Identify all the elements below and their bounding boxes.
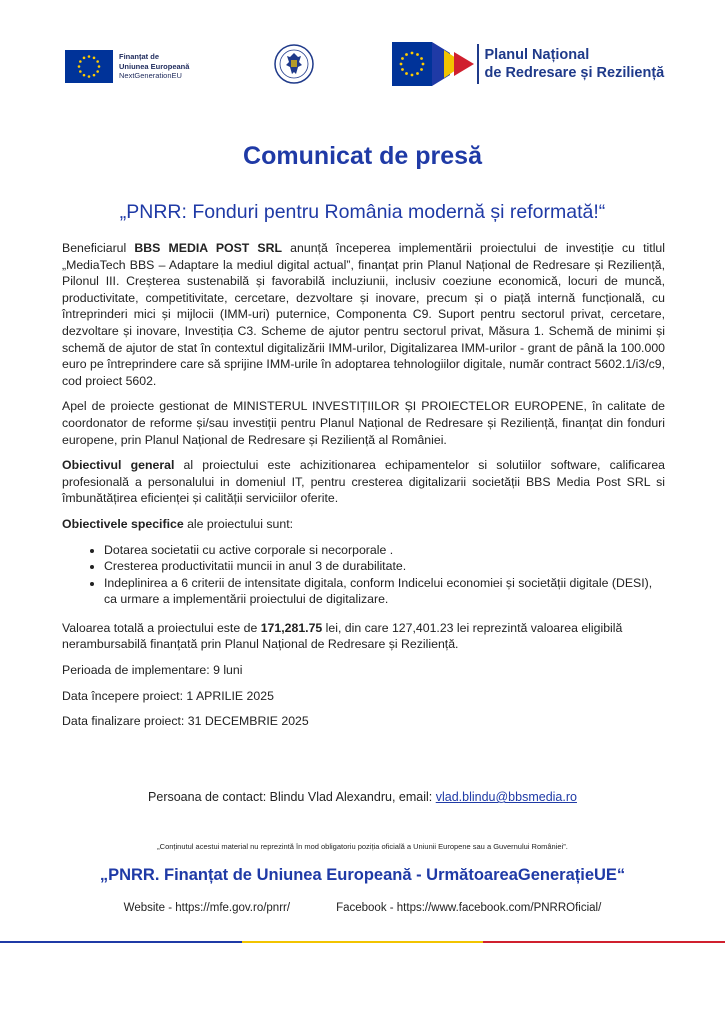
objectives-list bbox=[62, 542, 665, 608]
value-prefix: Valoarea totală a proiectului este de bbox=[62, 620, 261, 635]
eu-star-icon bbox=[405, 72, 408, 75]
eu-star-icon bbox=[88, 75, 91, 78]
tricolor-blue bbox=[0, 941, 242, 943]
footer-links bbox=[0, 902, 725, 914]
eu-star-icon bbox=[93, 57, 96, 60]
eu-text-line3: NextGenerationEU bbox=[119, 71, 182, 81]
eu-star-icon bbox=[411, 52, 414, 55]
eu-star-icon bbox=[83, 74, 86, 77]
p1-prefix: Beneficiarul bbox=[62, 241, 135, 255]
eu-star-icon bbox=[416, 53, 419, 56]
eu-text-line1: Finanțat de bbox=[119, 52, 160, 62]
specific-objectives-label: Obiectivele specifice bbox=[62, 516, 184, 531]
p1-text: anunță începerea implementării proiectului de investiție cu titlul „MediaTech BBS – Adaptare la mediul digital actual”, finanțat prin Planul Național de Redresare și Reziliență, Pilonul III. Creșterea sustenabilă și favorabilă incluziunii, inclusiv coeziune economică, locuri de muncă, productivitate, competitivitate, cercetare, dezvoltare și inovare, precum și o piață internă funcțională, cu întreprinderi mici și mijlocii (IMM-uri) puternice, Componenta C9. Suport pentru sectorul privat, cercetare, dezvoltare și inovare, Investiția C3. Scheme de ajutor pentru sectorul privat, Măsura 1. Schemă de minimi și schemă de ajutor de stat în contextul digitalizării IMM-urilor, Digitalizarea IMM-urilor - grant de până la 100.000 euro pe întreprindere care să sprijine IMM-urile în adoptarea tehnologiilor digitale, număr contract 5602.1/i3/c9, cod proiect 5602. bbox=[62, 241, 666, 388]
pnrr-divider bbox=[477, 44, 479, 84]
eu-funding-logo bbox=[65, 50, 189, 83]
general-objective-text: al proiectului este achizitionarea echipamentelor si solutiilor software, calificarea profesională a personalului in domeniul IT, pentru cresterea digitalizarii societății BBS Media Post SRL si îmbunătățirea eficienței și calității serviciilor oferite. bbox=[62, 458, 665, 506]
page-title: Comunicat de presă bbox=[243, 142, 482, 170]
paragraph-call: Apel de proiecte gestionat de MINISTERUL INVESTIȚIILOR ȘI PROIECTELOR EUROPENE, în calitate de coordonator de reforme și/sau investiții pentru Planul Național de Redresare și Reziliență, finanțat din fonduri europene, prin Planul Național de Redresare și Reziliență al României. bbox=[62, 399, 665, 447]
eu-funding-text bbox=[119, 52, 189, 81]
specific-objectives-text: ale proiectului sunt: bbox=[183, 516, 294, 531]
start-date: Data începere proiect: 1 APRILIE 2025 bbox=[62, 688, 274, 703]
implementation-period: Perioada de implementare: 9 luni bbox=[62, 663, 243, 678]
general-objective-label: Obiectivul general bbox=[62, 458, 175, 473]
paragraph-value bbox=[62, 620, 665, 653]
contact-label: Persoana de contact: Blindu Vlad Alexandru, email: bbox=[148, 790, 436, 804]
pnrr-arrow-mark-icon bbox=[392, 42, 474, 86]
eu-star-icon bbox=[79, 70, 82, 73]
website-link[interactable]: Website - https://mfe.gov.ro/pnrr/ bbox=[123, 902, 291, 914]
disclaimer: „Conținutul acestui material nu reprezintă în mod obligatoriu poziția oficială a Uniunii Europene sau a Guvernului României”. bbox=[157, 842, 568, 851]
facebook-link[interactable]: Facebook - https://www.facebook.com/PNRROficial/ bbox=[336, 902, 602, 914]
pnrr-text-line2: de Redresare și Reziliență bbox=[484, 65, 665, 81]
eu-star-icon bbox=[88, 55, 91, 58]
end-date: Data finalizare proiect: 31 DECEMBRIE 2025 bbox=[62, 714, 309, 729]
eu-flag-icon bbox=[65, 50, 113, 83]
pnrr-text-line1: Planul Național bbox=[484, 47, 590, 63]
eu-star-icon bbox=[96, 60, 99, 63]
eu-star-icon bbox=[93, 74, 96, 77]
tricolor-yellow bbox=[242, 941, 484, 943]
paragraph-specific-objectives bbox=[62, 516, 665, 533]
paragraph-general-objective bbox=[62, 457, 665, 507]
eu-star-icon bbox=[422, 63, 425, 66]
eu-star-icon bbox=[416, 72, 419, 75]
value-total: 171,281.75 bbox=[260, 620, 323, 635]
tricolor-divider bbox=[0, 941, 725, 943]
romanian-government-seal-icon bbox=[268, 43, 320, 85]
list-item: • Cresterea productivitatii muncii in anul 3 de durabilitate. bbox=[104, 558, 665, 575]
eu-star-icon bbox=[405, 53, 408, 56]
press-release-body bbox=[62, 240, 665, 739]
company-name: BBS MEDIA POST SRL bbox=[134, 241, 283, 255]
paragraph-beneficiary bbox=[62, 240, 665, 389]
list-item: • Dotarea societatii cu active corporale si necorporale . bbox=[104, 542, 665, 559]
eu-star-icon bbox=[401, 68, 404, 71]
eu-text-line2: Uniunea Europeană bbox=[119, 61, 190, 71]
header bbox=[0, 40, 725, 100]
eu-star-icon bbox=[98, 65, 101, 68]
eu-star-icon bbox=[83, 57, 86, 60]
page-subtitle: „PNRR: Fonduri pentru România modernă și reformată!“ bbox=[119, 201, 606, 223]
pnrr-logo bbox=[392, 42, 664, 86]
contact-line bbox=[0, 790, 725, 804]
eu-star-icon bbox=[420, 57, 423, 60]
eu-star-icon bbox=[79, 60, 82, 63]
pnrr-logo-text bbox=[485, 46, 665, 82]
tricolor-red bbox=[483, 941, 725, 943]
contact-email-link[interactable]: vlad.blindu@bbsmedia.ro bbox=[435, 790, 577, 804]
eu-star-icon bbox=[411, 74, 414, 77]
eu-star-icon bbox=[401, 57, 404, 60]
eu-star-icon bbox=[400, 63, 403, 66]
value-text: lei, din care 127,401.23 lei reprezintă valoarea eligibilă nerambursabilă finanțată prin Planul Național de Redresare și Reziliență. bbox=[62, 620, 623, 652]
eu-star-icon bbox=[96, 70, 99, 73]
list-item: • Indeplinirea a 6 criterii de intensitate digitala, conform Indicelui economiei și societății digitale (DESI), ca urmare a implementării proiectului de digitalizare. bbox=[104, 575, 665, 608]
eu-star-icon bbox=[78, 65, 81, 68]
slogan: „PNRR. Finanțat de Uniunea Europeană - UrmătoareaGenerațieUE“ bbox=[99, 866, 626, 884]
eu-star-icon bbox=[420, 68, 423, 71]
